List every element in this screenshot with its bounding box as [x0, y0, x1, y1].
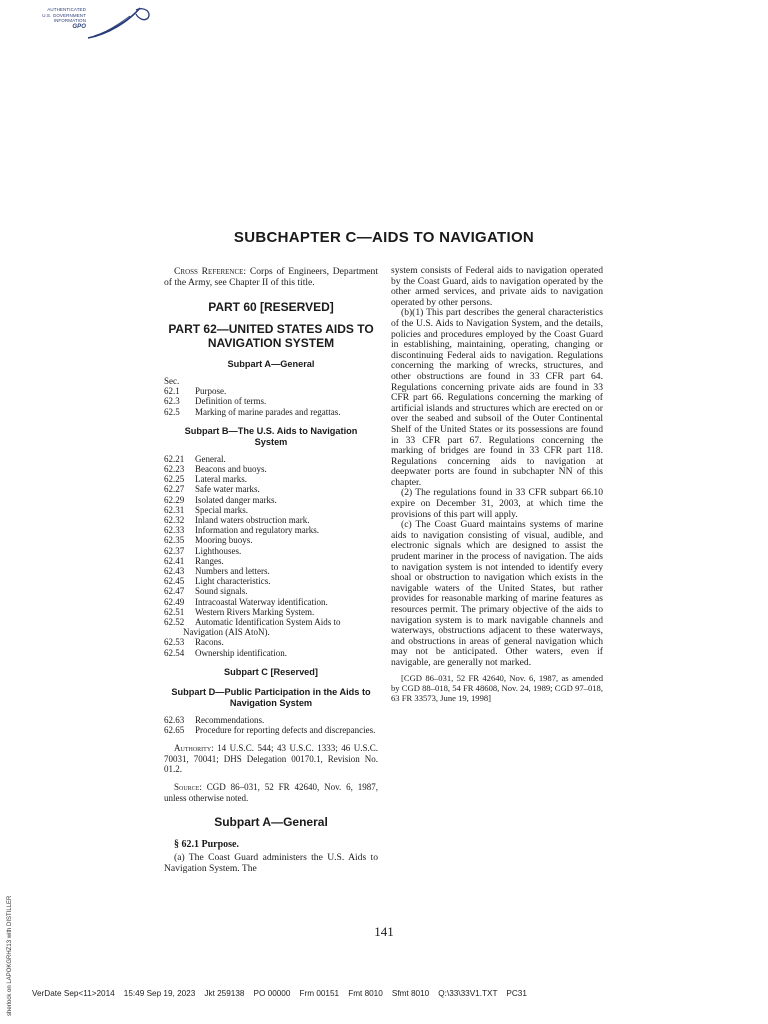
toc-entry-number: 62.29 — [164, 494, 185, 505]
print-footer: VerDate Sep<11>2014 15:49 Sep 19, 2023 Jkt 259138 PO 00000 Frm 00151 Fmt 8010 Sfmt 8010 Q:\33\33V1.TXT PC31 — [32, 989, 527, 998]
subchapter-title: SUBCHAPTER C—AIDS TO NAVIGATION — [233, 229, 535, 246]
toc-entry-number: 62.23 — [164, 464, 185, 474]
toc-entry — [164, 386, 378, 396]
toc-entry-number: 62.31 — [164, 504, 185, 515]
toc-entry-title: Isolated danger marks. — [195, 494, 277, 505]
toc-entry — [164, 474, 378, 484]
toc-entry-title: Intracoastal Waterway identification. — [195, 596, 328, 607]
subpart-c-toc-heading: Subpart C [Reserved] — [224, 666, 318, 677]
toc-entry-title: Racons. — [195, 637, 224, 648]
toc-entry — [164, 495, 378, 505]
toc-entry — [164, 607, 378, 617]
logo-text — [26, 7, 86, 30]
toc-entry — [164, 464, 378, 474]
toc-entry — [164, 407, 378, 417]
toc-entry-title: Mooring buoys. — [195, 535, 253, 546]
authority-note — [164, 743, 378, 774]
part-62-heading: PART 62—UNITED STATES AIDS TO NAVIGATION SYSTEM — [168, 322, 374, 351]
toc-entry-title: Inland waters obstruction mark. — [195, 515, 310, 526]
toc-entry-number: 62.37 — [164, 545, 185, 556]
toc-entry-number: 62.21 — [164, 453, 185, 464]
section-62-1-paragraph-a: (a) The Coast Guard administers the U.S. Aids to Navigation System. The — [164, 852, 378, 875]
toc-entry-number: 62.27 — [164, 484, 185, 495]
toc-entry — [164, 715, 378, 725]
toc-entry-number: 62.47 — [164, 586, 185, 597]
toc-entry-number: 62.1 — [164, 386, 180, 397]
toc-entry — [164, 637, 378, 647]
paragraph-b1: (b)(1) This part describes the general characteristics of the U.S. Aids to Navigation System, and the details, policies and procedures employed by the Coast Guard in establishing, maintaining, operating, changing or discontinuing Federal aids to navigation. Regulations concerning the marking of wrecks, structures, and other obstructions are found in 33 CFR part 64. Regulations concerning private aids are found in 33 CFR part 66. Regulations concerning the marking of artificial islands and structures which are erected on or over the seabed and subsoil of the Outer Continental Shelf of the United States or its possessions are found in 33 CFR part 67. Regulations concerning the marking of bridges are found in 33 CFR part 118. Regulations concerning aids to navigation at deepwater ports are found in subchapter NN of this chapter. — [391, 307, 603, 488]
page-number: 141 — [374, 924, 394, 939]
toc-entry-title: Safe water marks. — [195, 484, 260, 495]
toc-entry-number: 62.45 — [164, 576, 185, 587]
paragraph-a-continued: system consists of Federal aids to navigation operated by the Coast Guard, aids to navigation operated by the other armed services, and private aids to navigation operated by other persons. — [391, 265, 603, 308]
toc-entry-number: 62.52 — [164, 617, 185, 628]
logo-line-3: INFORMATION — [53, 18, 86, 23]
toc-entry — [164, 396, 378, 406]
source-label: Source: — [174, 782, 202, 793]
cross-reference-label: Cross Reference: — [174, 266, 247, 277]
toc-entry — [164, 505, 378, 515]
toc-entry-title: Definition of terms. — [195, 396, 267, 407]
toc-entry-number: 62.65 — [164, 725, 185, 736]
sec-label: Sec. — [164, 376, 180, 387]
toc-entry-number: 62.63 — [164, 714, 185, 725]
right-column — [391, 266, 603, 704]
toc-entry — [164, 617, 378, 637]
toc-entry-number: 62.49 — [164, 596, 185, 607]
toc-entry-title: Special marks. — [195, 504, 248, 515]
section-62-1-heading: § 62.1 Purpose. — [174, 838, 239, 850]
authority-label: Authority: — [174, 743, 214, 754]
toc-entry — [164, 576, 378, 586]
toc-entry — [164, 725, 378, 735]
toc-entry-title: Ranges. — [195, 555, 224, 566]
logo-line-1: AUTHENTICATED — [47, 7, 86, 12]
logo-gpo: GPO — [72, 23, 86, 30]
toc-entry-number: 62.25 — [164, 474, 185, 485]
subpart-b-toc-heading: Subpart B—The U.S. Aids to Navigation System — [184, 425, 358, 447]
toc-entry-number: 62.35 — [164, 535, 185, 546]
toc-entry-title: Ownership identification. — [195, 647, 287, 658]
toc-entry-title: Lighthouses. — [195, 545, 242, 556]
cross-reference-text: Corps of Engineers, Department of the Army, see Chapter II of this title. — [164, 266, 378, 288]
subpart-d-toc-heading: Subpart D—Public Participation in the Aids to Navigation System — [171, 686, 371, 708]
toc-entry-title: Marking of marine parades and regattas. — [195, 406, 341, 417]
toc-entry-number: 62.54 — [164, 647, 185, 658]
toc-subpart-b — [164, 454, 378, 658]
toc-entry — [164, 454, 378, 464]
toc-entry-title: Recommendations. — [195, 714, 265, 725]
toc-entry — [164, 556, 378, 566]
toc-entry-title: Automatic Identification System Aids to Navigation (AIS AtoN). — [183, 617, 341, 638]
source-text: CGD 86–031, 52 FR 42640, Nov. 6, 1987, unless otherwise noted. — [164, 782, 378, 803]
subpart-a-toc-heading: Subpart A—General — [227, 359, 315, 370]
toc-entry-title: Numbers and letters. — [195, 566, 270, 577]
toc-entry — [164, 535, 378, 545]
toc-entry-number: 62.43 — [164, 566, 185, 577]
paragraph-c: (c) The Coast Guard maintains systems of marine aids to navigation consisting of visual, audible, and electronic signals which are designed to assist the prudent mariner in the process of navigation. The aids to navigation system is not intended to identify every shoal or obstruction to navigation which exists in the navigable waters of the United States, but rather provides for reasonable marking of marine features as resources permit. The primary objective of the aids to navigation system is to mark navigable channels and waterways, obstructions adjacent to these waterways, and obstructions in areas of general navigation which may not be anticipated. Other waters, even if navigable, are generally not marked. — [391, 519, 603, 668]
toc-entry-number: 62.51 — [164, 606, 185, 617]
toc-entry — [164, 515, 378, 525]
toc-entry-number: 62.5 — [164, 406, 180, 417]
toc-entry-number: 62.41 — [164, 555, 185, 566]
toc-entry-title: Beacons and buoys. — [195, 464, 267, 474]
toc-entry — [164, 586, 378, 596]
toc-subpart-d — [164, 715, 378, 735]
toc-entry-title: Sound signals. — [195, 586, 248, 597]
sideways-production-note: sherlock on LAPOKGRHZ13 with DISTILLER — [7, 895, 13, 1016]
toc-entry — [164, 484, 378, 494]
toc-entry-title: Purpose. — [195, 386, 227, 397]
toc-entry — [164, 648, 378, 658]
subpart-a-heading: Subpart A—General — [214, 815, 328, 830]
toc-entry-number: 62.3 — [164, 396, 180, 407]
toc-entry-number: 62.33 — [164, 525, 185, 536]
amendment-citation: [CGD 86–031, 52 FR 42640, Nov. 6, 1987, as amended by CGD 88–018, 54 FR 48608, Nov. 24, 1989; CGD 97–018, 63 FR 33573, June 19, 1998] — [391, 672, 603, 704]
toc-entry-title: Lateral marks. — [195, 474, 247, 485]
cross-reference — [164, 267, 378, 288]
logo-line-2: U.S. GOVERNMENT — [42, 12, 86, 18]
left-column — [164, 267, 378, 875]
toc-entry-number: 62.32 — [164, 515, 185, 526]
paragraph-b2: (2) The regulations found in 33 CFR subpart 66.10 expire on December 31, 2003, at which time the provisions of this part will apply. — [391, 487, 603, 520]
toc-entry-number: 62.53 — [164, 637, 185, 648]
part-60-heading: PART 60 [RESERVED] — [208, 300, 334, 315]
toc-entry — [164, 546, 378, 556]
toc-subpart-a — [164, 386, 378, 417]
authority-text: 14 U.S.C. 544; 43 U.S.C. 1333; 46 U.S.C. 70031, 70041; DHS Delegation 00170.1, Revision No. 01.2. — [164, 743, 378, 775]
toc-entry — [164, 525, 378, 535]
eagle-icon — [78, 4, 158, 44]
toc-entry-title: Light characteristics. — [195, 576, 271, 587]
toc-entry-title: General. — [195, 453, 226, 464]
toc-entry-title: Procedure for reporting defects and discrepancies. — [195, 725, 376, 736]
source-note — [164, 782, 378, 803]
gpo-authenticated-logo — [14, 4, 144, 40]
toc-entry-title: Western Rivers Marking System. — [195, 606, 315, 617]
toc-entry-title: Information and regulatory marks. — [195, 525, 319, 536]
toc-entry — [164, 597, 378, 607]
toc-entry — [164, 566, 378, 576]
